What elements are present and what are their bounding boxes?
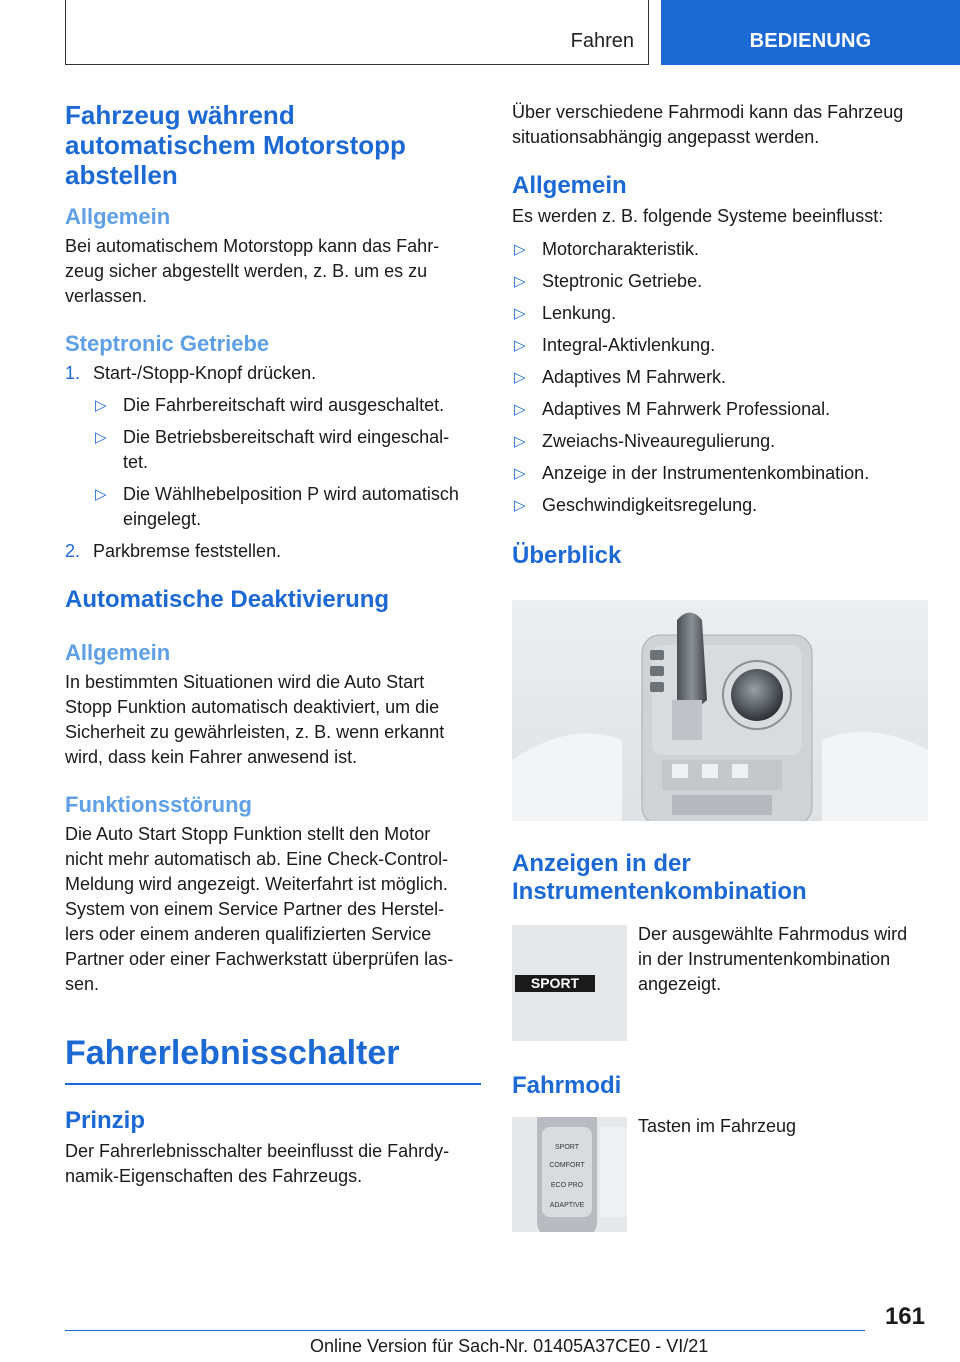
list-item: ▷ Adaptives M Fahrwerk. bbox=[512, 365, 928, 390]
heading-underline bbox=[65, 1083, 481, 1085]
sport-display-label: SPORT bbox=[530, 975, 580, 991]
triangle-bullet-icon: ▷ bbox=[514, 369, 526, 386]
triangle-bullet-icon: ▷ bbox=[514, 273, 526, 290]
center-console-illustration bbox=[512, 600, 928, 821]
right-column bbox=[512, 100, 928, 570]
header-chapter-label: BEDIENUNG bbox=[749, 30, 872, 52]
heading-allgemein-1: Allgemein bbox=[65, 204, 171, 229]
triangle-bullet-icon: ▷ bbox=[95, 429, 107, 446]
list-item: ▷ Geschwindigkeitsregelung. bbox=[512, 493, 928, 518]
triangle-bullet-icon: ▷ bbox=[95, 486, 107, 503]
left-column bbox=[65, 100, 481, 1189]
sport-display-image bbox=[512, 925, 627, 1041]
text-allgemein-right: Es werden z. B. folgende Systeme beeinflusst: bbox=[512, 206, 884, 226]
chapter-fahrerlebnisschalter bbox=[65, 1033, 481, 1085]
triangle-bullet-icon: ▷ bbox=[514, 433, 526, 450]
heading-funktionsstoerung: Funktionsstörung bbox=[65, 792, 252, 817]
list-item: ▷ Motorcharakteristik. bbox=[512, 237, 928, 262]
list-item: ▷ Steptronic Getriebe. bbox=[512, 269, 928, 294]
list-item: ▷ Die Betriebsbereitschaft wird eingeschal- tet. bbox=[95, 427, 450, 472]
footer-rule bbox=[65, 1330, 865, 1331]
text-funktionsstoerung: Die Auto Start Stopp Funktion stellt den Motor nicht mehr automatisch ab. Eine Check-Control- Meldung wird angezeigt. Weiterfahrt ist möglich. System von einem Service Partner des Herstel- lers oder einem anderen qualifizierten Service Partner oder einer Fachwerkstatt überprüfen las- sen. bbox=[65, 824, 454, 994]
mode-button-comfort-label: COMFORT bbox=[549, 1162, 585, 1169]
header-section-box bbox=[65, 0, 649, 65]
heading-steptronic: Steptronic Getriebe bbox=[65, 331, 270, 356]
console-overview-image bbox=[512, 600, 928, 821]
fahrmodi-buttons-image bbox=[512, 1117, 627, 1232]
heading-fahrmodi: Fahrmodi bbox=[512, 1072, 622, 1099]
anzeigen-section bbox=[512, 850, 928, 906]
footer-version-text: Online Version für Sach-Nr. 01405A37CE0 - VI/21 bbox=[310, 1336, 709, 1356]
triangle-bullet-icon: ▷ bbox=[514, 497, 526, 514]
heading-prinzip: Prinzip bbox=[65, 1107, 146, 1134]
text-prinzip: Der Fahrerlebnisschalter beeinflusst die Fahrdy- namik-Eigenschaften des Fahrzeugs. bbox=[65, 1141, 450, 1186]
triangle-bullet-icon: ▷ bbox=[514, 241, 526, 258]
triangle-bullet-icon: ▷ bbox=[514, 401, 526, 418]
heading-fahrzeug-abstellen: Fahrzeug während automatischem Motorstopp abstellen bbox=[65, 100, 406, 190]
steps-list bbox=[65, 361, 481, 564]
heading-fahrerlebnisschalter: Fahrerlebnisschalter bbox=[65, 1034, 400, 1072]
page-number: 161 bbox=[884, 1303, 925, 1330]
triangle-bullet-icon: ▷ bbox=[514, 337, 526, 354]
heading-allgemein-right: Allgemein bbox=[512, 172, 627, 199]
list-item: ▷ Integral-Aktivlenkung. bbox=[512, 333, 928, 358]
list-item: ▷ Adaptives M Fahrwerk Professional. bbox=[512, 397, 928, 422]
header-section-title: Fahren bbox=[570, 30, 634, 52]
triangle-bullet-icon: ▷ bbox=[514, 465, 526, 482]
list-item: ▷ Anzeige in der Instrumentenkombination. bbox=[512, 461, 928, 486]
mode-button-ecopro-label: ECO PRO bbox=[550, 1182, 584, 1189]
list-item: ▷ Die Wählhebelposition P wird automatisch eingelegt. bbox=[95, 484, 459, 529]
triangle-bullet-icon: ▷ bbox=[514, 305, 526, 322]
heading-automatische-deaktivierung: Automatische Deaktivierung bbox=[65, 586, 390, 613]
text-anzeigen: Der ausgewählte Fahrmodus wird in der Instrumentenkombination angezeigt. bbox=[638, 924, 908, 994]
mode-button-sport-label: SPORT bbox=[555, 1144, 579, 1151]
heading-allgemein-2: Allgemein bbox=[65, 640, 171, 665]
heading-ueberblick: Überblick bbox=[512, 542, 622, 569]
list-item: 2. Parkbremse feststellen. bbox=[65, 541, 282, 561]
list-item: ▷ Zweiachs-Niveauregulierung. bbox=[512, 429, 928, 454]
list-item: 1. Start-/Stopp-Knopf drücken. ▷ Die Fahrbereitschaft wird ausgeschaltet. ▷ Die Betriebsbereitschaft wird eingeschal- tet. ▷ Die Wählhebelposition P wird automatisch eingelegt. bbox=[65, 361, 481, 532]
text-allgemein-1: Bei automatischem Motorstopp kann das Fahr- zeug sicher abgestellt werden, z. B. um es zu verlassen. bbox=[65, 236, 440, 306]
systems-list bbox=[512, 237, 928, 518]
list-item: ▷ Die Fahrbereitschaft wird ausgeschaltet. bbox=[93, 393, 481, 418]
heading-anzeigen: Anzeigen in der Instrumentenkombination bbox=[512, 850, 807, 905]
text-fahrmodi: Tasten im Fahrzeug bbox=[638, 1116, 797, 1136]
header-chapter-tab bbox=[661, 0, 960, 65]
triangle-bullet-icon: ▷ bbox=[95, 397, 107, 414]
mode-buttons-illustration bbox=[512, 1117, 627, 1232]
list-item: ▷ Lenkung. bbox=[512, 301, 928, 326]
text-intro: Über verschiedene Fahrmodi kann das Fahrzeug situationsabhängig angepasst werden. bbox=[512, 102, 904, 147]
mode-button-adaptive-label: ADAPTIVE bbox=[549, 1202, 585, 1209]
text-allgemein-2: In bestimmten Situationen wird die Auto Start Stopp Funktion automatisch deaktiviert, um die Sicherheit zu gewährleisten, z. B. wenn erkannt wird, dass kein Fahrer anwesend ist. bbox=[65, 672, 445, 767]
sport-display-illustration bbox=[512, 925, 627, 1041]
